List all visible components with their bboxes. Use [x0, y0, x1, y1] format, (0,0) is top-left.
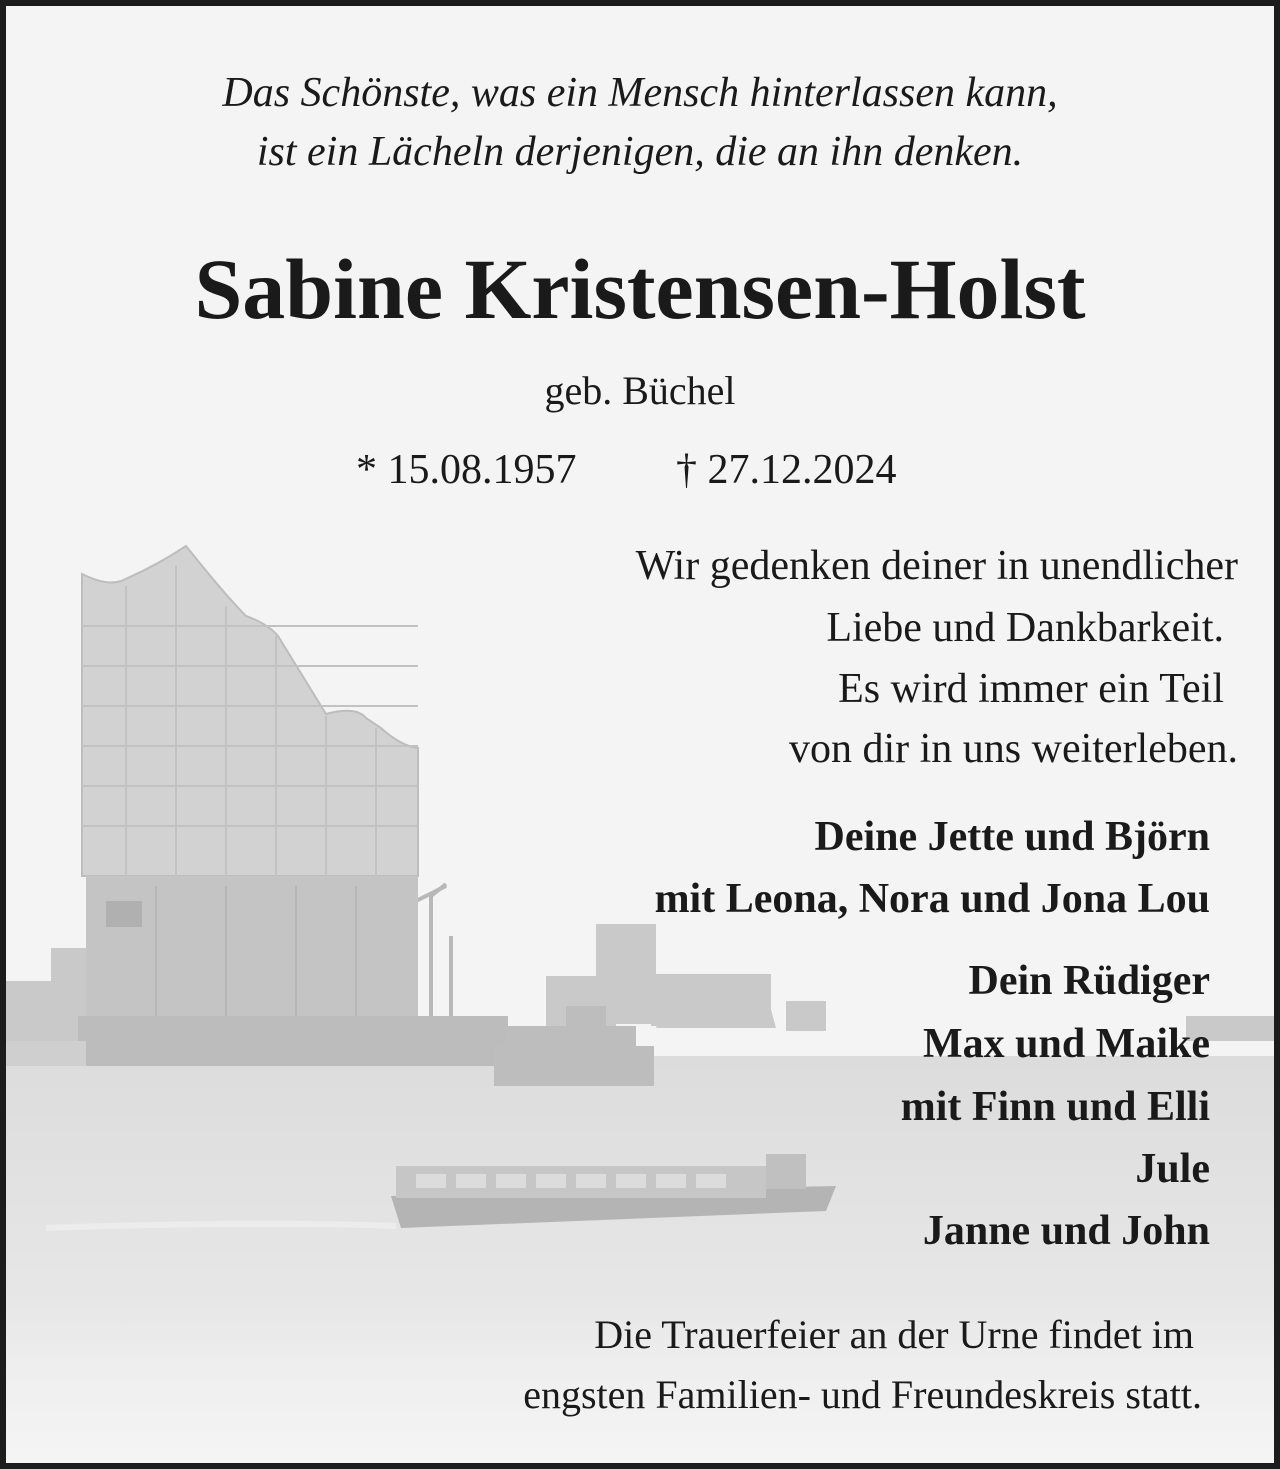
message-line-1: Wir gedenken deiner in unendlicher	[635, 543, 1238, 589]
mourners-group2-line-2: Max und Maike	[922, 1021, 1210, 1067]
death-date: † 27.12.2024	[676, 447, 897, 493]
warehouse-base	[86, 876, 418, 1016]
message-line-2: Liebe und Dankbarkeit.	[826, 605, 1224, 651]
funeral-note-line-2: engsten Familien- und Freundeskreis statt.	[523, 1372, 1202, 1417]
maiden-name: geb. Büchel	[544, 368, 736, 413]
message-line-3: Es wird immer ein Teil	[838, 666, 1224, 712]
mourners-group2-line-4: Jule	[1135, 1146, 1210, 1192]
quay-wall	[78, 1016, 508, 1066]
mourners-group1-line-2: mit Leona, Nora und Jona Lou	[654, 876, 1210, 922]
message-line-4: von dir in uns weiterleben.	[788, 726, 1238, 772]
deceased-name: Sabine Kristensen-Holst	[194, 241, 1086, 337]
funeral-note-line-1: Die Trauerfeier an der Urne findet im	[594, 1312, 1194, 1357]
quote-line-1: Das Schönste, was ein Mensch hinterlassen kann,	[222, 70, 1058, 116]
mourners-group2-line-1: Dein Rüdiger	[968, 958, 1210, 1004]
mourners-group2-line-5: Janne und John	[922, 1208, 1210, 1254]
mourners-group1-line-1: Deine Jette und Björn	[814, 814, 1210, 860]
quote-line-2: ist ein Lächeln derjenigen, die an ihn denken.	[256, 129, 1024, 175]
mourners-group2-line-3: mit Finn und Elli	[900, 1084, 1210, 1130]
birth-date: * 15.08.1957	[356, 447, 577, 493]
